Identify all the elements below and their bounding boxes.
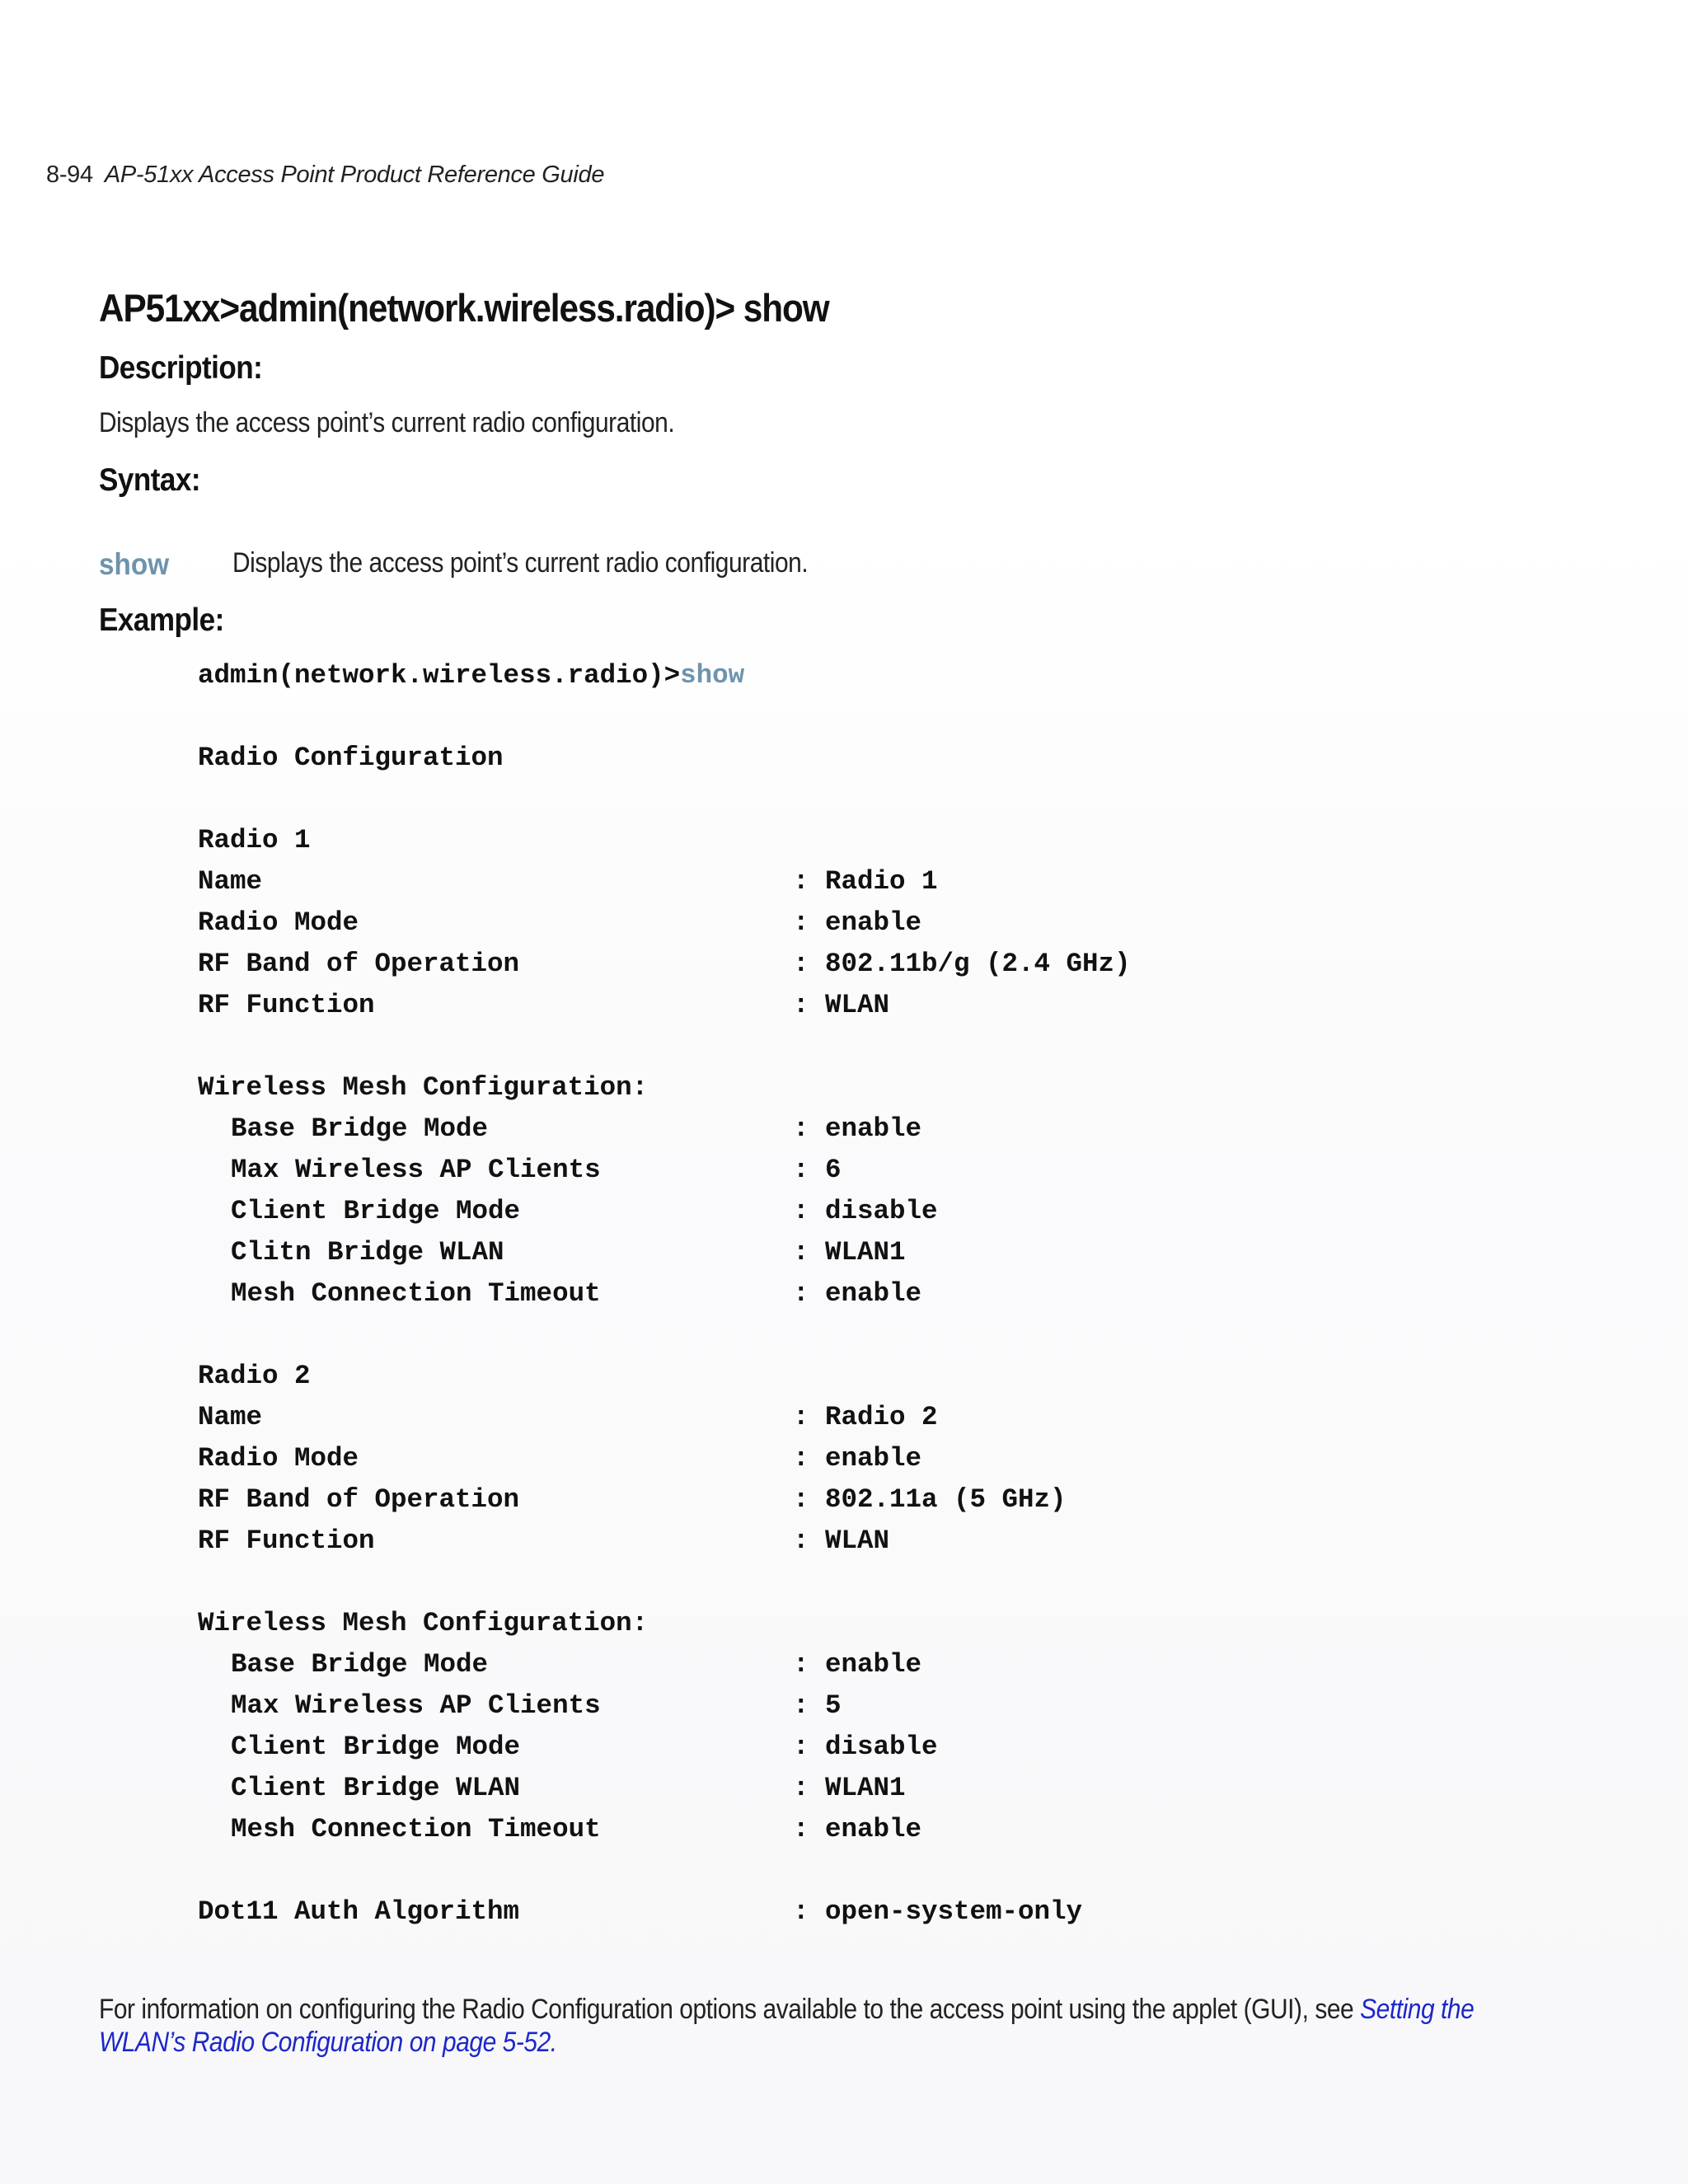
prompt: admin(network.wireless.radio)> [198,660,681,691]
cross-reference-link[interactable]: Setting the WLAN’s Radio Configuration on page 5-52. [99,1994,1475,2058]
footer-paragraph [99,1993,1550,2059]
page-number: 8-94 [46,162,93,188]
syntax-keyword: show [99,547,170,581]
syntax-heading: Syntax: [99,462,201,498]
footer-text: For information on configuring the Radio Configuration options available to the access point using the applet (GUI), see [99,1994,1361,2025]
command-title: AP51xx>admin(network.wireless.radio)> show [99,286,829,330]
description-heading: Description: [99,350,263,386]
example-heading: Example: [99,602,224,638]
prompt-command: show [680,660,745,691]
syntax-description: Displays the access point’s current radio configuration. [232,547,809,579]
running-header [46,162,604,189]
guide-title: AP-51xx Access Point Product Reference Guide [104,162,605,188]
description-text: Displays the access point’s current radio configuration. [99,407,675,438]
